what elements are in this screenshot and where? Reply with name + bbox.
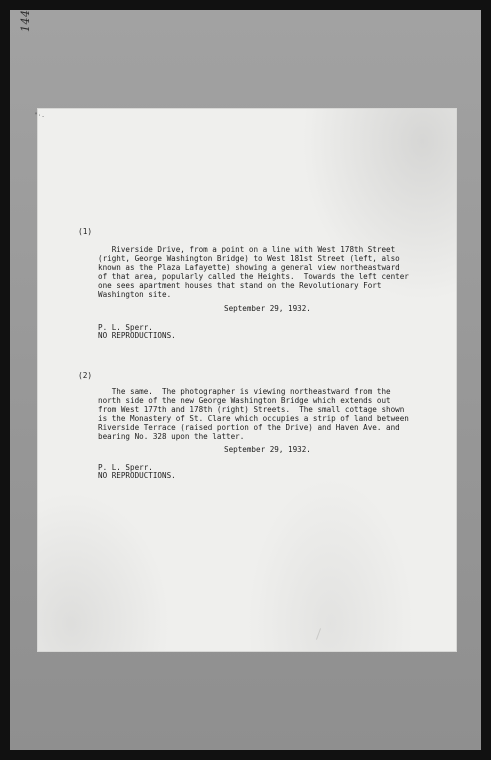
entry-2-line-3: from West 177th and 178th (right) Streets. The small cottage shown xyxy=(98,405,405,414)
entry-1-line-2: (right, George Washington Bridge) to West 181st Street (left, also xyxy=(98,254,400,263)
entry-2-credit: P. L. Sperr. xyxy=(98,463,153,472)
entry-2-line-6: bearing No. 328 upon the latter. xyxy=(98,432,245,441)
entry-1-line-4: of that area, popularly called the Heights. Towards the left center xyxy=(98,272,409,281)
corner-mark: "·. xyxy=(34,112,45,119)
typed-sheet xyxy=(38,109,456,651)
entry-2-line-2: north side of the new George Washington Bridge which extends out xyxy=(98,396,391,405)
entry-2-notice: NO REPRODUCTIONS. xyxy=(98,471,176,480)
margin-note: 144 xyxy=(19,9,32,32)
entry-1-number: (1) xyxy=(78,227,93,236)
entry-1-notice: NO REPRODUCTIONS. xyxy=(98,331,176,340)
entry-1-line-3: known as the Plaza Lafayette) showing a general view northeastward xyxy=(98,263,400,272)
entry-2-line-1: The same. The photographer is viewing northeastward from the xyxy=(98,387,391,396)
entry-1-line-5: one sees apartment houses that stand on the Revolutionary Fort xyxy=(98,281,382,290)
entry-2-line-5: Riverside Terrace (raised portion of the Drive) and Haven Ave. and xyxy=(98,423,400,432)
entry-2-number: (2) xyxy=(78,371,93,380)
entry-1-line-6: Washington site. xyxy=(98,290,172,299)
entry-2-date: September 29, 1932. xyxy=(224,445,311,454)
entry-1-date: September 29, 1932. xyxy=(224,304,311,313)
entry-1-credit: P. L. Sperr. xyxy=(98,323,153,332)
entry-2-line-4: is the Monastery of St. Clare which occupies a strip of land between xyxy=(98,414,409,423)
entry-1-line-1: Riverside Drive, from a point on a line with West 178th Street xyxy=(98,245,396,254)
